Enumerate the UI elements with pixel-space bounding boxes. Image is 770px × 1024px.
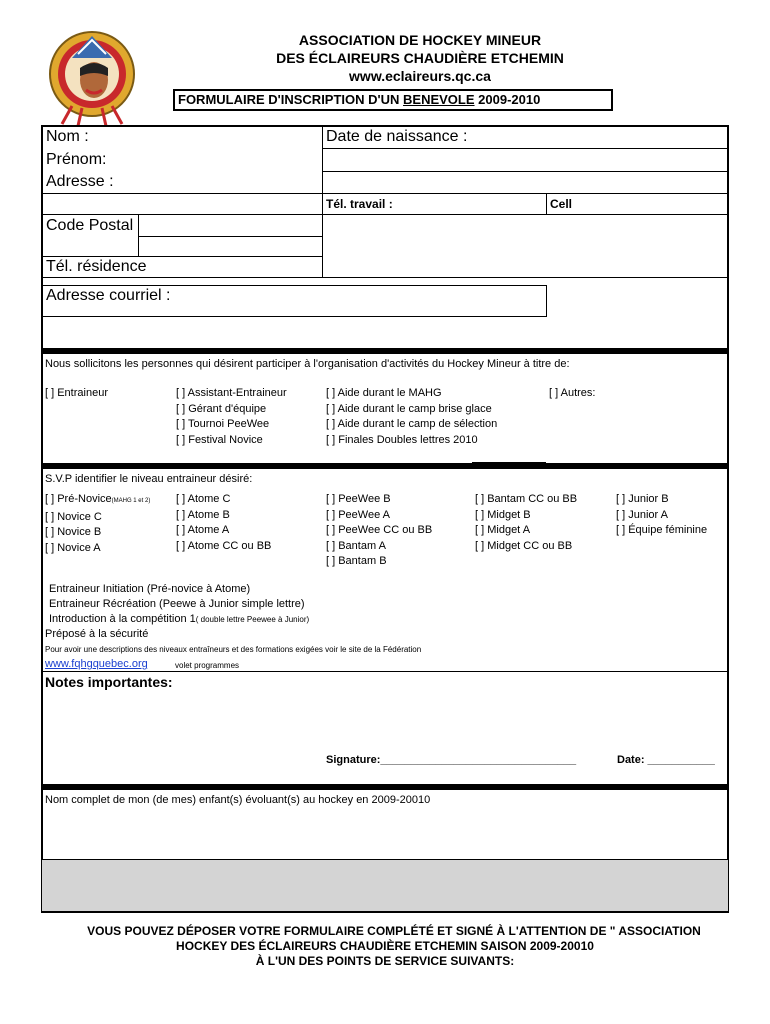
levels-col-4 [475,492,577,554]
level-bantam-b[interactable]: [ ] Bantam B [326,555,387,567]
notes-title: Notes importantes: [45,674,173,690]
roles-intro: Nous sollicitons les personnes qui désirent participer à l'organisation d'activités du Hockey Mineur à titre de: [45,358,570,370]
level-bantam-cc-bb[interactable]: [ ] Bantam CC ou BB [475,493,578,505]
divider-v-cell [546,194,547,214]
role-entraineur[interactable]: [ ] Entraineur [45,387,108,399]
level-pre-novice-label: [ ] Pré-Novice [45,493,112,505]
level-midget-cc-bb[interactable]: [ ] Midget CC ou BB [475,539,573,552]
training-recreation: Entraineur Récréation (Peewe à Junior simple lettre) [49,598,305,610]
roles-col-4 [549,386,595,402]
section-bar-roles [42,348,728,354]
level-junior-a[interactable]: [ ] Junior A [616,508,668,521]
divider-v-email [546,285,547,317]
role-aide-selection[interactable]: [ ] Aide durant le camp de sélection [326,418,498,430]
role-aide-brise-glace[interactable]: [ ] Aide durant le camp brise glace [326,402,492,415]
adresse-courriel-label: Adresse courriel : [46,287,171,304]
divider-h-email-bottom [42,316,547,317]
level-junior-b[interactable]: [ ] Junior B [616,493,669,505]
federation-link-suffix: volet programmes [175,661,240,670]
divider-h-4 [42,214,728,215]
level-peewee-cc-bb[interactable]: [ ] PeeWee CC ou BB [326,524,433,536]
levels-col-3 [326,492,432,570]
level-pre-novice[interactable] [45,492,150,510]
adresse-label: Adresse : [46,173,114,190]
footer-line2: HOCKEY DES ÉCLAIREURS CHAUDIÈRE ETCHEMIN SAISON 2009-20010 [176,939,594,953]
org-website: www.eclaireurs.qc.ca [349,68,491,84]
org-name-line2: DES ÉCLAIREURS CHAUDIÈRE ETCHEMIN [276,50,564,66]
date-line[interactable]: Date: ___________ [617,754,715,766]
role-gerant[interactable]: [ ] Gérant d'équipe [176,402,267,415]
roles-col-1 [45,386,108,402]
level-atome-c[interactable]: [ ] Atome C [176,493,231,505]
tel-residence-label: Tél. résidence [46,258,147,275]
levels-col-5 [616,492,707,539]
cell-label: Cell [550,197,573,211]
level-atome-b[interactable]: [ ] Atome B [176,508,230,521]
role-tournoi-peewee[interactable]: [ ] Tournoi PeeWee [176,418,270,430]
nom-label: Nom : [46,128,89,145]
grey-panel [42,860,728,911]
form-title-pre: FORMULAIRE D'INSCRIPTION D'UN [178,92,404,107]
role-assistant-entraineur[interactable]: [ ] Assistant-Entraineur [176,387,287,399]
role-aide-mahg[interactable]: [ ] Aide durant le MAHG [326,387,442,399]
level-peewee-a[interactable]: [ ] PeeWee A [326,508,391,521]
level-peewee-b[interactable]: [ ] PeeWee B [326,493,391,505]
level-equipe-feminine[interactable]: [ ] Équipe féminine [616,524,708,536]
children-label: Nom complet de mon (de mes) enfant(s) évoluant(s) au hockey en 2009-20010 [45,794,431,806]
form-title-box [173,89,613,111]
divider-v-postal [138,214,139,256]
footer-line1: VOUS POUVEZ DÉPOSER VOTRE FORMULAIRE COMPLÉTÉ ET SIGNÉ À L'ATTENTION DE " ASSOCIATION [87,924,701,938]
code-postal-label: Code Postal [46,217,134,234]
form-title-post: 2009-2010 [474,92,541,107]
level-novice-b[interactable]: [ ] Novice B [45,526,102,538]
level-bantam-a[interactable]: [ ] Bantam A [326,539,386,552]
divider-notes [42,671,728,672]
divider-h-6 [42,277,728,278]
level-atome-cc-bb[interactable]: [ ] Atome CC ou BB [176,539,272,552]
training-competition-main: Introduction à la compétition 1 [49,613,196,625]
divider-h-5 [42,256,322,257]
level-atome-a[interactable]: [ ] Atome A [176,524,230,536]
training-securite: Préposé à la sécurité [45,628,149,640]
prenom-label: Prénom: [46,151,107,168]
levels-intro: S.V.P identifier le niveau entraineur désiré: [45,473,253,485]
level-midget-b[interactable]: [ ] Midget B [475,508,531,521]
training-initiation: Entraineur Initiation (Pré-novice à Atome) [49,583,251,595]
divider-h-1 [322,148,728,149]
level-midget-a[interactable]: [ ] Midget A [475,524,531,536]
org-name-line1: ASSOCIATION DE HOCKEY MINEUR [298,32,542,48]
training-competition-note: ( double lettre Peewee à Junior) [195,615,310,624]
training-competition [49,613,309,625]
section-bar-levels [42,463,728,469]
tel-travail-label: Tél. travail : [326,197,393,211]
signature-line[interactable]: Signature:________________________________ [326,754,577,766]
role-autres[interactable]: [ ] Autres: [549,387,596,399]
section-bar-children [42,784,728,790]
divider-h-postal [138,236,322,237]
levels-col-1 [45,492,150,556]
roles-col-3 [326,386,497,448]
divider-h-email-top [42,285,547,286]
divider-h-3 [42,193,728,194]
logo [42,28,142,128]
role-festival-novice[interactable]: [ ] Festival Novice [176,433,263,446]
federation-note: Pour avoir une descriptions des niveaux entraîneurs et des formations exigées voir le site de la Fédération [45,645,422,654]
level-pre-novice-note: (MAHG 1 et 2) [111,498,151,504]
levels-col-2 [176,492,271,554]
roles-col-2 [176,386,287,448]
level-novice-a[interactable]: [ ] Novice A [45,541,101,554]
level-novice-c[interactable]: [ ] Novice C [45,510,102,523]
footer-line3: À L'UN DES POINTS DE SERVICE SUIVANTS: [255,954,515,968]
date-naissance-label: Date de naissance : [326,128,468,145]
divider-h-2 [322,171,728,172]
role-finales[interactable]: [ ] Finales Doubles lettres 2010 [326,433,478,446]
federation-link[interactable]: www.fqhgquebec.org [45,658,148,670]
form-title-underlined: BENEVOLE [403,92,475,107]
